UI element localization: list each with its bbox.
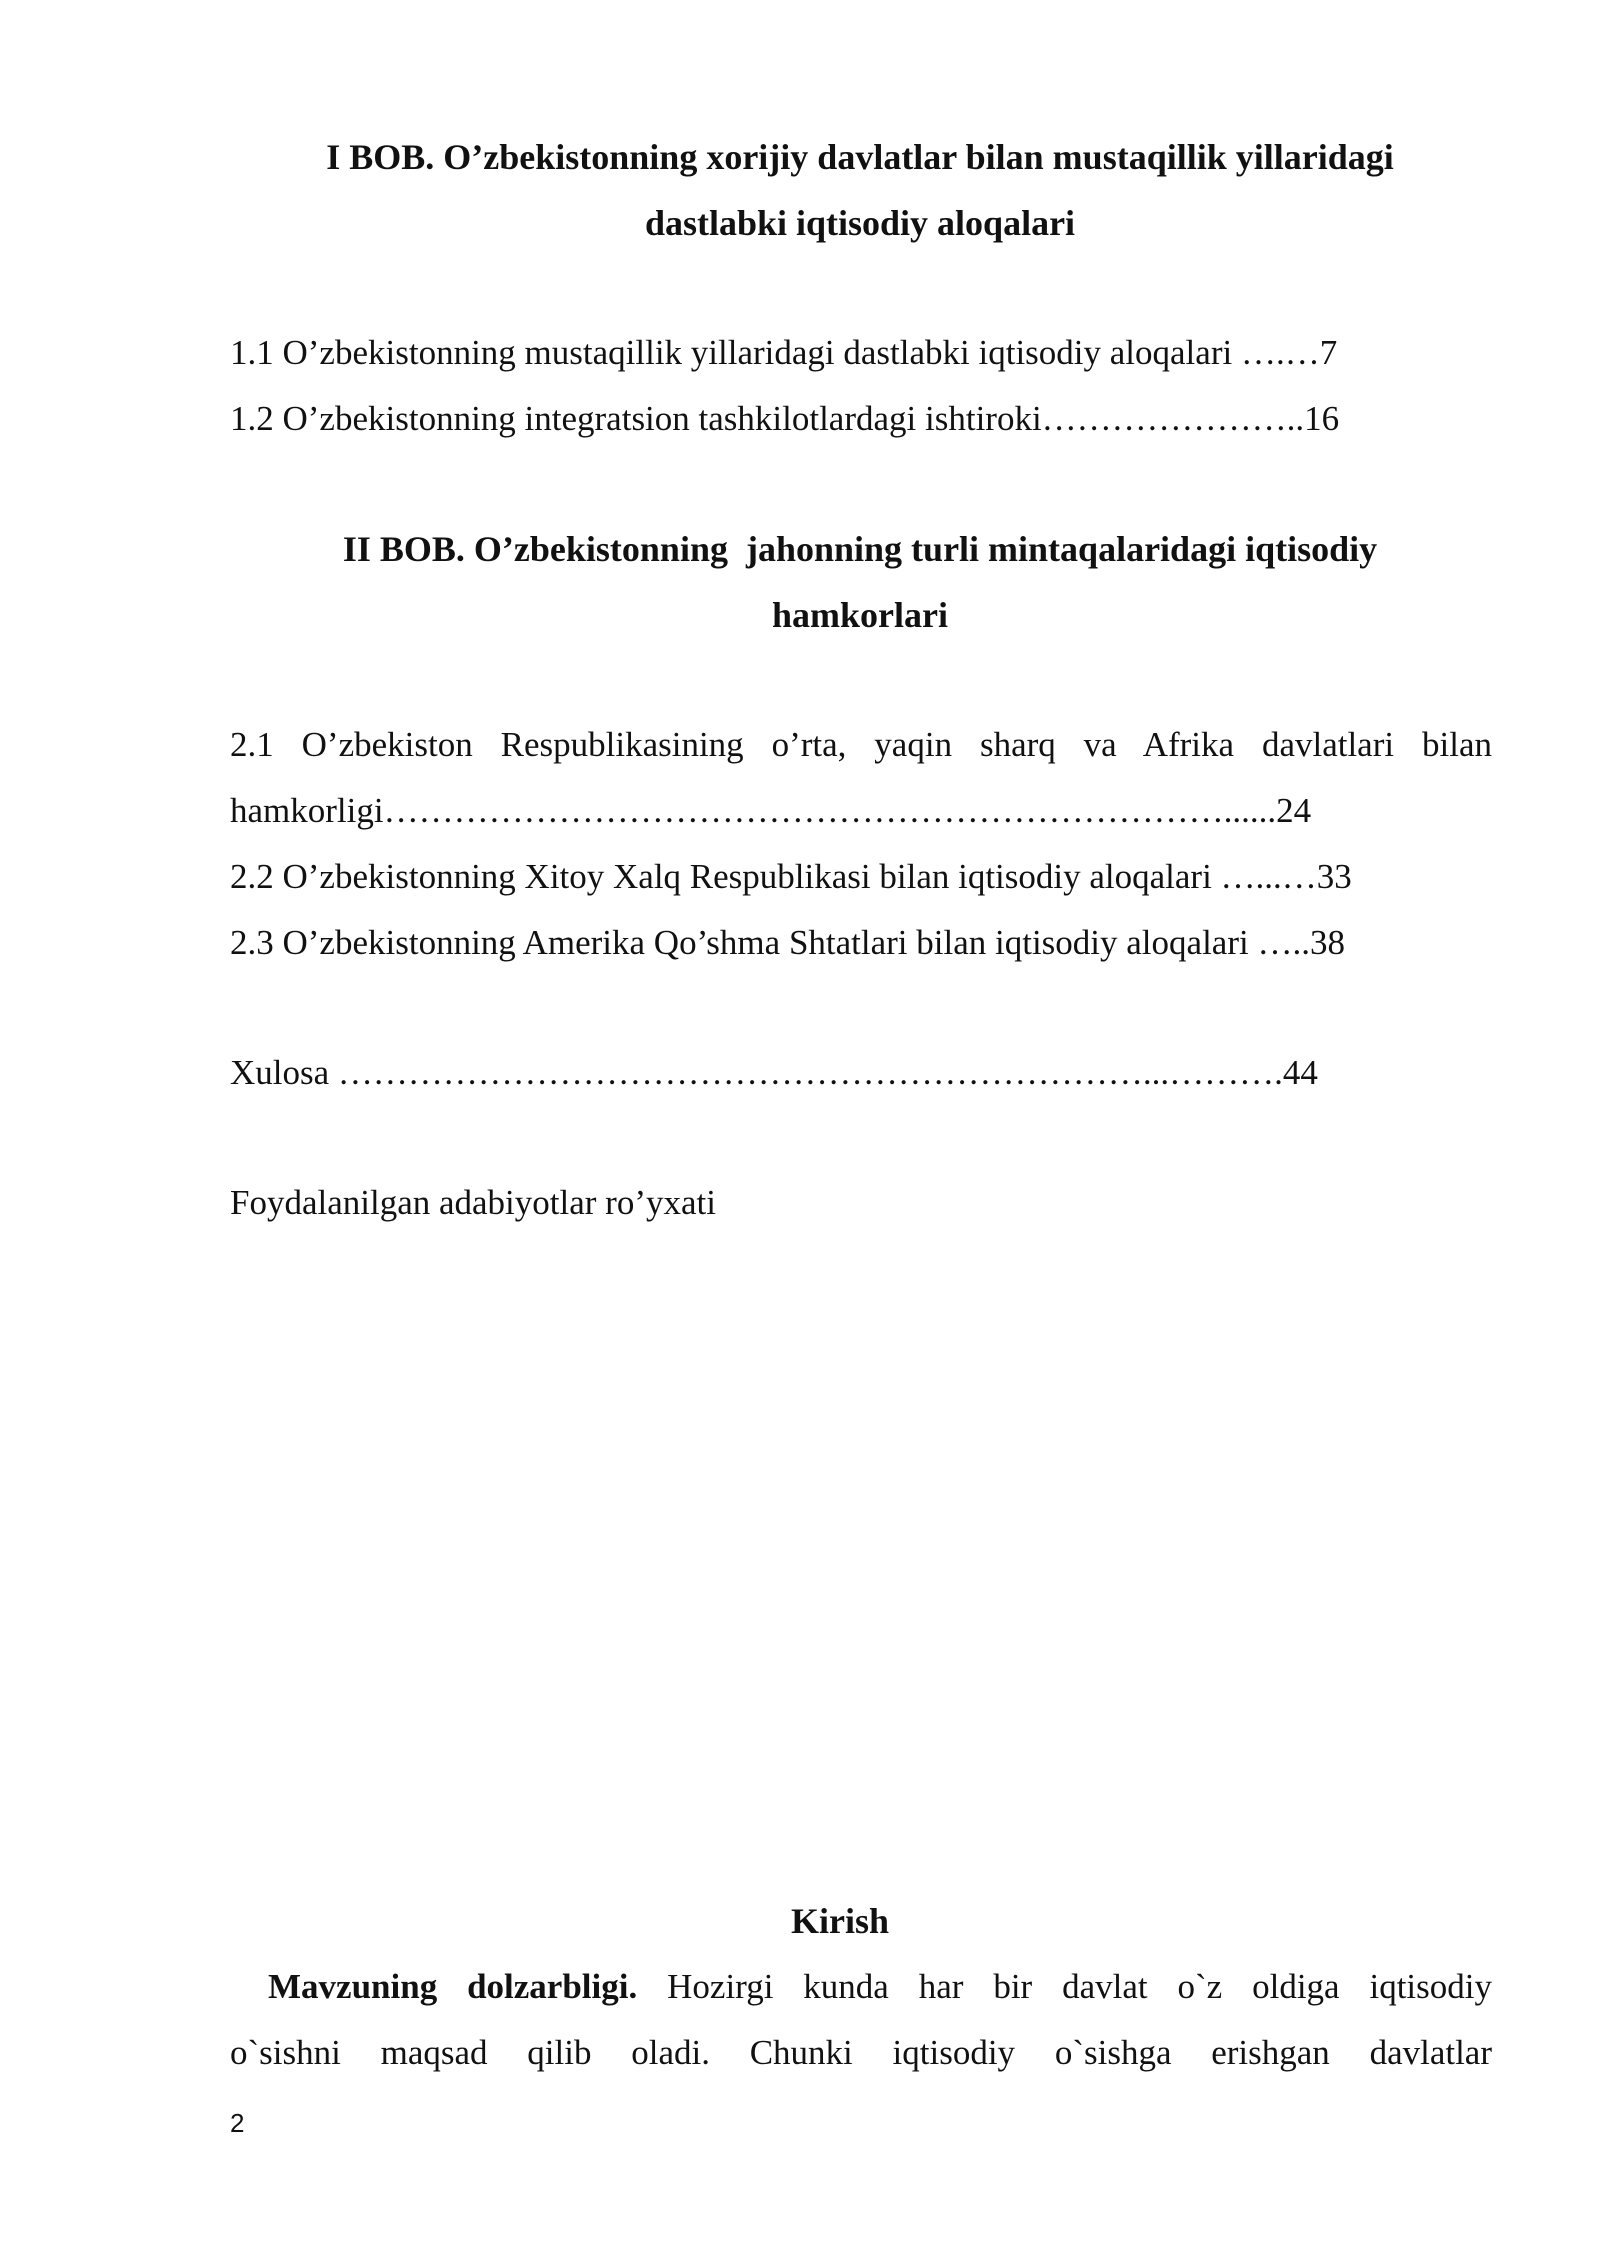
toc-item-2-1-line2: hamkorligi………………………………………………………………......24 (230, 791, 1312, 830)
chapter1-heading (230, 124, 1490, 256)
chapter2-heading (230, 516, 1490, 648)
toc-item-2-2: 2.2 O’zbekistonning Xitoy Xalq Respublikasi bilan iqtisodiy aloqalari …...…33 (230, 857, 1352, 896)
toc-item-2-1-line1: 2.1 O’zbekiston Respublikasining o’rta, yaqin sharq va Afrika davlatlari bilan (230, 725, 1492, 764)
intro-title: Kirish (790, 1901, 889, 1941)
intro-line1-text: Hozirgi kunda har bir davlat o`z oldiga iqtisodiy (637, 1967, 1492, 2006)
toc-bibliography: Foydalanilgan adabiyotlar ro’yxati (230, 1183, 716, 1222)
chapter1-heading-line1: I BOB. O’zbekistonning xorijiy davlatlar bilan mustaqillik yillaridagi (326, 137, 1394, 177)
toc-item-2-3: 2.3 O’zbekistonning Amerika Qo’shma Shtatlari bilan iqtisodiy aloqalari …..38 (230, 923, 1345, 962)
chapter2-heading-line2: hamkorlari (772, 595, 948, 635)
toc-item-1-2: 1.2 O’zbekistonning integratsion tashkilotlardagi ishtiroki…………………..16 (230, 399, 1340, 438)
chapter1-heading-line2: dastlabki iqtisodiy aloqalari (644, 203, 1076, 243)
page-number: 2 (230, 2108, 245, 2138)
intro-lead-bold: Mavzuning dolzarbligi. (268, 1967, 638, 2006)
intro-paragraph-line2: o`sishni maqsad qilib oladi. Chunki iqtisodiy o`sishga erishgan davlatlar (230, 2033, 1492, 2072)
chapter2-heading-line1: II BOB. O’zbekistonning jahonning turli mintaqalaridagi iqtisodiy (342, 529, 1378, 569)
toc-conclusion: Xulosa ……………………………………………………………...……….44 (230, 1053, 1318, 1092)
toc-item-1-1: 1.1 O’zbekistonning mustaqillik yillaridagi dastlabki iqtisodiy aloqalari ….…7 (230, 333, 1338, 372)
intro-paragraph-line1 (230, 1954, 1492, 2020)
